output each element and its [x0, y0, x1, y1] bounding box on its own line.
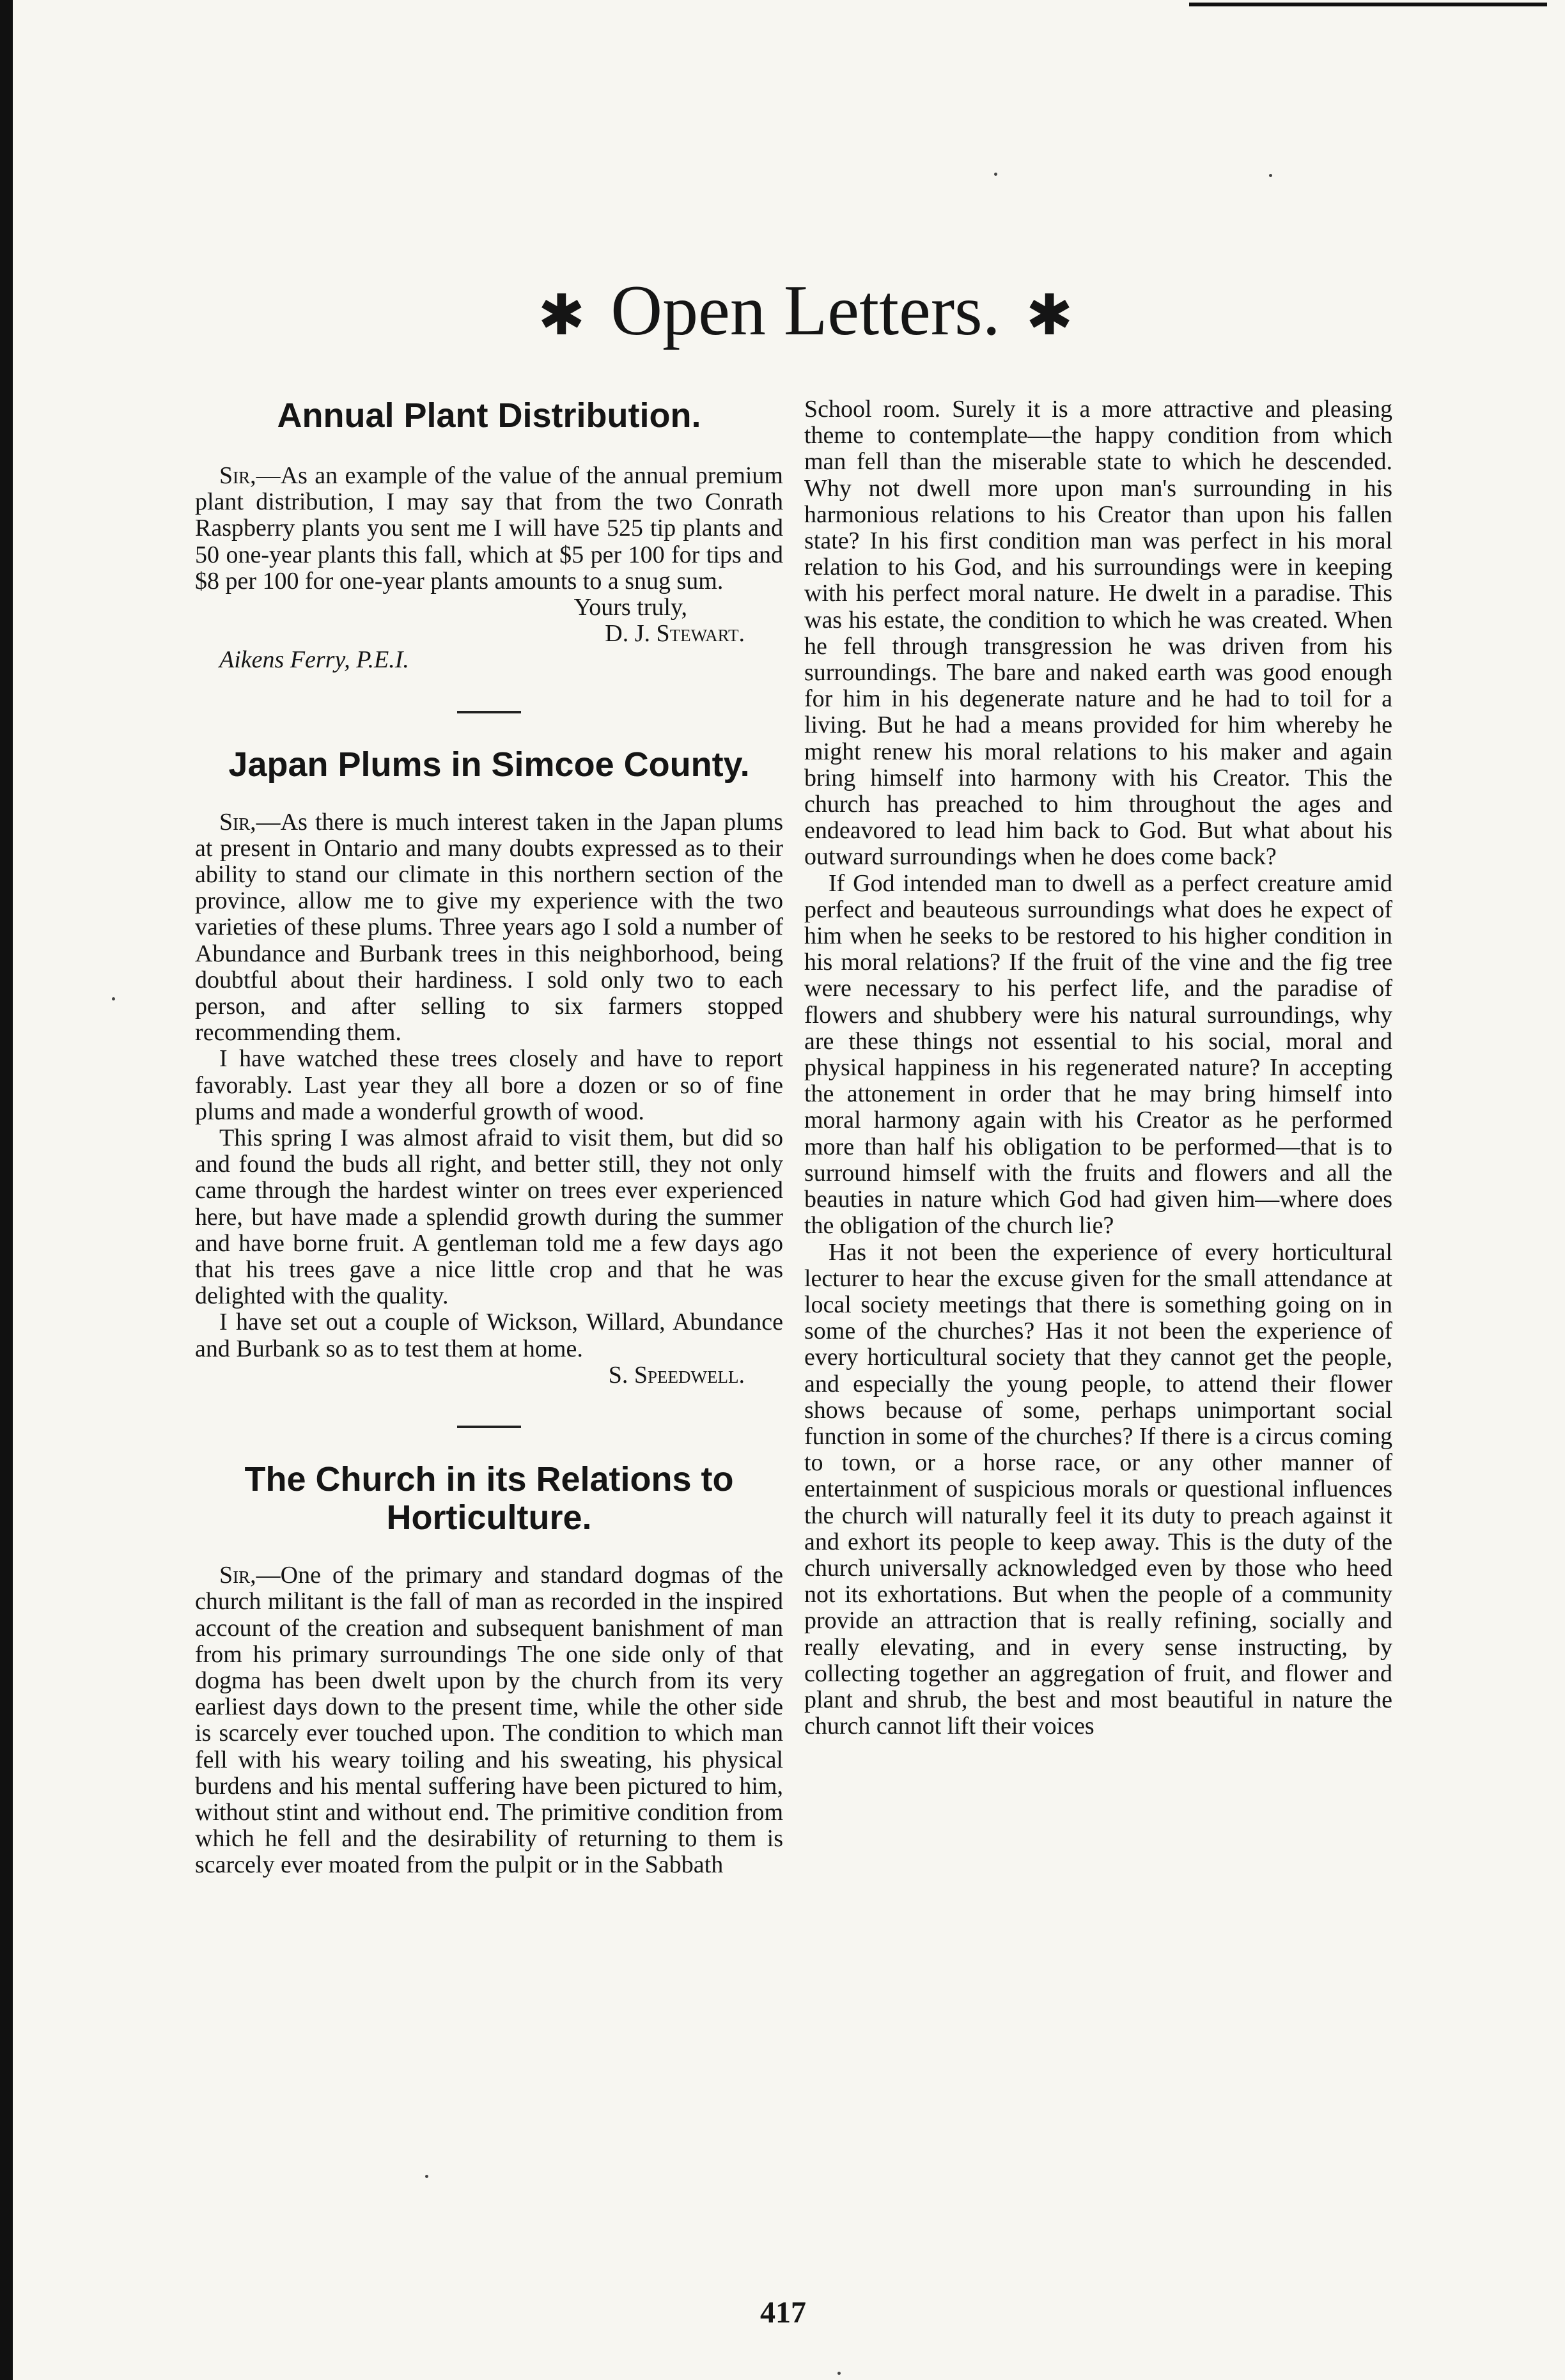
place-line: Aikens Ferry, P.E.I.: [219, 646, 409, 674]
section-divider: [457, 1426, 521, 1428]
page-edge-shadow: [0, 0, 13, 2380]
left-column: [195, 396, 783, 1879]
article-paragraph: I have watched these trees closely and have to report favorably. Last year they all bore a dozen or so of fine plums and made a wonderful growth of wood.: [195, 1045, 783, 1125]
print-speck: [112, 997, 115, 1000]
section-divider: [457, 711, 521, 713]
salutation: Sir,: [219, 1562, 256, 1589]
print-speck: [837, 2372, 841, 2375]
article-paragraph: School room. Surely it is a more attractive and pleasing theme to contemplate—the happy condition from which man fell than the miserable state to which he descended. Why not dwell more upon man's surrounding in his harmonious relations to his Creator than upon his fallen state? In his first condition man was perfect in his moral relation to his God, and his surroundings were in keeping with his perfect moral nature. He dwelt in a paradise. This was his estate, the condition to which he was created. When he fell through transgression he was driven from his surroundings. The bare and naked earth was good enough for him in his degenerate nature and he had to toil for a living. But he had a means provided for him whereby he might renew his moral relations to his maker and again bring himself into harmony with his Creator. This the church has preached to him throughout the ages and endeavored to lead him back to God. But what about his outward surroundings when he does come back?: [804, 396, 1392, 871]
article-paragraph: If God intended man to dwell as a perfect creature amid perfect and beauteous surroundings what does he expect of him when he seeks to be restored to his higher condition in his moral relations? If the fruit of the vine and the fig tree were necessary to his perfect life, and the paradise of flowers and shubbery were his natural surroundings, why are these things not essential to his social, moral and physical happiness in his regenerated nature? In accepting the attonement in order that he may bring himself into moral harmony again with his Creator as he performed more than half his obligation to be performed—that is to surround himself with the fruits and flowers and all the beauties in nature which God had given him—where does the obligation of the church lie?: [804, 869, 1392, 1240]
print-speck: [1269, 174, 1272, 177]
print-speck: [425, 2175, 428, 2178]
page-number: 417: [760, 2296, 806, 2329]
article-heading: The Church in its Relations to Horticulture.: [244, 1460, 734, 1537]
article-paragraph: I have set out a couple of Wickson, Willard, Abundance and Burbank so as to test them at home.: [195, 1309, 783, 1362]
article-paragraph: Sir,—As an example of the value of the annual premium plant distribution, I may say that from the two Conrath Raspberry plants you sent me I will have 525 tip plants and 50 one-year plants this fall, which at $5 per 100 for tips and $8 per 100 for one-year plants amounts to a snug sum.: [195, 462, 783, 595]
article-paragraph: Has it not been the experience of every horticultural lecturer to hear the excuse given for the small attendance at local society meetings that there is something going on in some of the churches? Has it not been the experience of every horticultural society that they cannot get the people, and especially the young people, to attend their flower shows because of some, perhaps unimportant social function in some of the churches? If there is a circus coming to town, or a horse race, or any other manner of entertainment of suspicious morals or questional influences the church will naturally feel it its duty to preach against it and exhort its people to keep away. This is the duty of the church universally acknowledged even by those who heed not its exhortations. But when the people of a community provide an attraction that is really refining, socially and really elevating, and in every sense instructing, by collecting together an aggregation of fruit, and flower and plant and shrub, the best and most beautiful in nature the church cannot lift their voices: [804, 1238, 1392, 1740]
closing: Yours truly,: [573, 594, 687, 621]
article-heading: Japan Plums in Simcoe County.: [228, 745, 750, 784]
signature: S. Speedwell.: [608, 1361, 745, 1388]
article-japan-plums: [195, 745, 783, 1388]
print-speck: [994, 173, 997, 176]
article-paragraph: Sir,—As there is much interest taken in the Japan plums at present in Ontario and many doubts expressed as to their ability to stand our climate in this northern section of the province, allow me to give my experience with the two varieties of these plums. Three years ago I sold a number of Abundance and Burbank trees in this neighborhood, being doubtful about their hardiness. I sold only two to each person, and after selling to six farmers stopped recommending them.: [195, 808, 783, 1046]
article-paragraph: This spring I was almost afraid to visit them, but did so and found the buds all right, and better still, they not only came through the hardest winter on trees ever experienced here, but have made a splendid growth during the summer and have borne fruit. A gentleman told me a few days ago that his trees gave a nice little crop and that he was delighted with the quality.: [195, 1124, 783, 1310]
signature: D. J. Stewart.: [605, 620, 745, 648]
article-paragraph: Sir,—One of the primary and standard dogmas of the church militant is the fall of man as recorded in the inspired account of the creation and subsequent banishment of man from his primary surroundings The one side only of that dogma has been dwelt upon by the church from its very earliest days down to the present time, while the other side is scarcely ever touched upon. The condition to which man fell with his weary toiling and his sweating, his physical burdens and his mental suffering have been pictured to him, without stint and without end. The primitive condition from which he fell and the desirability of returning to them is scarcely ever moated from the pulpit or in the Sabbath: [195, 1562, 783, 1879]
salutation: Sir,: [219, 808, 256, 836]
masthead-title: Open Letters.: [611, 271, 1001, 350]
salutation: Sir,: [219, 462, 256, 489]
right-column: [804, 396, 1392, 1739]
article-annual-plant-distribution: [195, 396, 783, 674]
masthead: [486, 272, 1125, 350]
top-edge-rule: [1189, 3, 1547, 6]
asterism-ornament-icon: ✱: [538, 285, 586, 347]
article-heading: Annual Plant Distribution.: [277, 396, 701, 435]
article-church-horticulture: [195, 1460, 783, 1878]
asterism-ornament-icon: ✱: [1025, 285, 1073, 347]
